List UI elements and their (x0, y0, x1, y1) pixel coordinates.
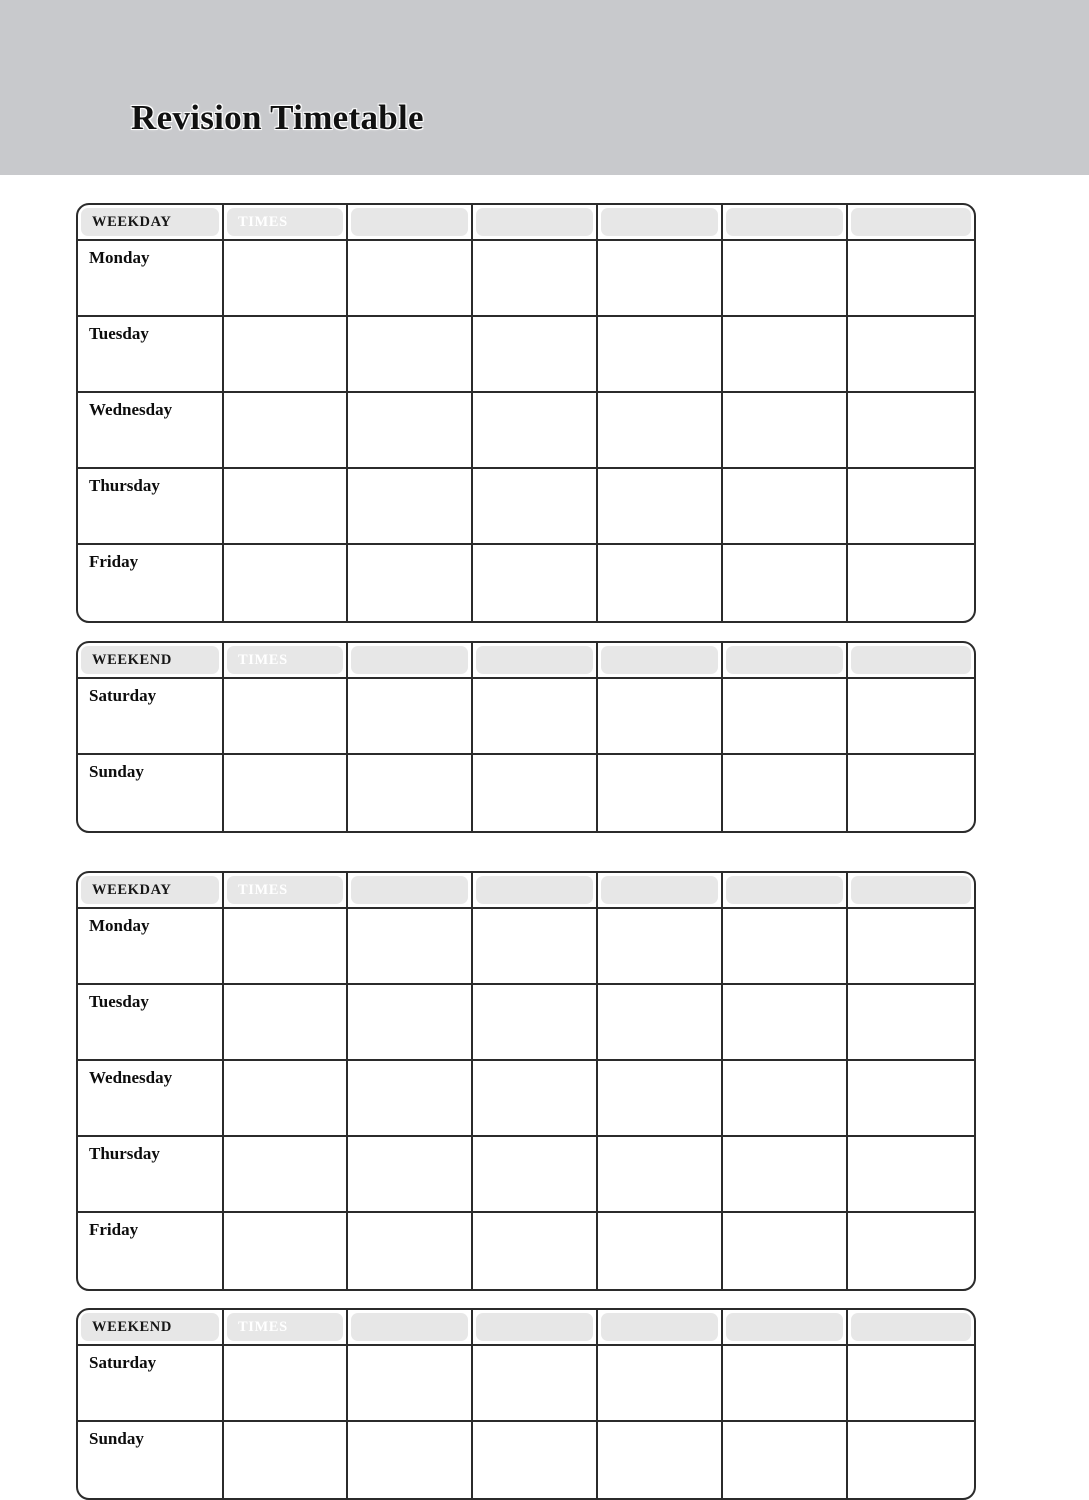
entry-text (348, 469, 471, 476)
entry-text (473, 909, 596, 916)
header-cell-slot-3[interactable] (598, 205, 723, 239)
entry-cell[interactable] (348, 1061, 473, 1135)
entry-text (224, 1422, 346, 1429)
entry-text (473, 1422, 596, 1429)
header-chip (351, 646, 468, 674)
day-label: Tuesday (89, 992, 149, 1011)
entry-text (224, 469, 346, 476)
entry-cell[interactable] (848, 909, 974, 983)
entry-cell[interactable] (723, 679, 848, 753)
entry-cell[interactable] (723, 1422, 848, 1498)
day-cell[interactable] (78, 679, 224, 753)
table-row (78, 317, 974, 393)
entry-text (348, 393, 471, 400)
table-row (78, 1061, 974, 1137)
entry-cell[interactable] (224, 317, 348, 391)
entry-text (598, 1422, 721, 1429)
entry-text (598, 755, 721, 762)
table-row (78, 1137, 974, 1213)
entry-text (224, 545, 346, 552)
entry-cell[interactable] (473, 755, 598, 831)
entry-cell[interactable] (224, 679, 348, 753)
entry-text (723, 1213, 846, 1220)
entry-text (473, 755, 596, 762)
entry-cell[interactable] (598, 1061, 723, 1135)
entry-text (723, 1346, 846, 1353)
day-label: Wednesday (89, 400, 173, 419)
timetable-weekday-2 (76, 871, 976, 1291)
table-row (78, 679, 974, 755)
entry-cell[interactable] (598, 679, 723, 753)
header-cell-slot-1[interactable] (348, 1310, 473, 1344)
day-cell[interactable] (78, 755, 224, 831)
header-chip (726, 208, 843, 236)
entry-text (848, 909, 974, 916)
entry-cell[interactable] (848, 985, 974, 1059)
entry-text (348, 1346, 471, 1353)
entry-text (348, 545, 471, 552)
header-chip (851, 1313, 971, 1341)
day-cell[interactable] (78, 241, 224, 315)
header-chip (81, 876, 219, 904)
header-cell-times[interactable] (224, 643, 348, 677)
header-chip (227, 646, 343, 674)
table-header-row (78, 1310, 974, 1346)
entry-cell[interactable] (473, 1346, 598, 1420)
entry-text (473, 1137, 596, 1144)
entry-cell[interactable] (224, 469, 348, 543)
header-cell-slot-2[interactable] (473, 643, 598, 677)
header-cell-category[interactable] (78, 205, 224, 239)
header-chip (851, 876, 971, 904)
entry-text (848, 1346, 974, 1353)
entry-text (723, 1061, 846, 1068)
entry-text (723, 755, 846, 762)
header-chip (227, 876, 343, 904)
header-label-times: TIMES (238, 213, 288, 230)
table-row (78, 469, 974, 545)
entry-cell[interactable] (848, 393, 974, 467)
header-label-times: TIMES (238, 1318, 288, 1335)
entry-text (598, 1346, 721, 1353)
header-label-category: WEEKEND (92, 1318, 172, 1335)
entry-text (848, 241, 974, 248)
header-chip (227, 208, 343, 236)
entry-cell[interactable] (473, 1213, 598, 1289)
entry-cell[interactable] (598, 1422, 723, 1498)
entry-cell[interactable] (723, 545, 848, 621)
entry-text (224, 755, 346, 762)
table-row (78, 1346, 974, 1422)
header-chip (476, 1313, 593, 1341)
entry-text (348, 317, 471, 324)
entry-text (224, 393, 346, 400)
entry-text (473, 1346, 596, 1353)
entry-cell[interactable] (348, 679, 473, 753)
entry-cell[interactable] (348, 393, 473, 467)
day-cell[interactable] (78, 1422, 224, 1498)
table-row (78, 909, 974, 985)
entry-cell[interactable] (473, 1137, 598, 1211)
entry-cell[interactable] (598, 545, 723, 621)
entry-cell[interactable] (473, 1061, 598, 1135)
entry-cell[interactable] (224, 545, 348, 621)
table-row (78, 393, 974, 469)
entry-text (348, 1137, 471, 1144)
entry-text (848, 1422, 974, 1429)
header-chip (476, 646, 593, 674)
header-cell-slot-3[interactable] (598, 643, 723, 677)
entry-text (473, 241, 596, 248)
header-chip (476, 876, 593, 904)
entry-text (723, 1422, 846, 1429)
entry-text (224, 985, 346, 992)
entry-cell[interactable] (348, 1137, 473, 1211)
header-cell-category[interactable] (78, 1310, 224, 1344)
header-chip (351, 208, 468, 236)
header-chip (851, 208, 971, 236)
header-label-category: WEEKDAY (92, 881, 172, 898)
entry-text (224, 909, 346, 916)
header-chip (351, 876, 468, 904)
entry-text (348, 1213, 471, 1220)
entry-text (348, 1422, 471, 1429)
header-chip (726, 646, 843, 674)
header-cell-category[interactable] (78, 873, 224, 907)
entry-cell[interactable] (224, 1137, 348, 1211)
day-label: Monday (89, 248, 150, 267)
header-cell-slot-1[interactable] (348, 643, 473, 677)
entry-cell[interactable] (848, 755, 974, 831)
header-cell-slot-3[interactable] (598, 873, 723, 907)
header-chip (81, 1313, 219, 1341)
entry-cell[interactable] (473, 985, 598, 1059)
entry-text (473, 985, 596, 992)
entry-cell[interactable] (348, 755, 473, 831)
entry-text (348, 1061, 471, 1068)
day-cell[interactable] (78, 317, 224, 391)
entry-cell[interactable] (473, 469, 598, 543)
entry-text (723, 909, 846, 916)
header-cell-times[interactable] (224, 1310, 348, 1344)
day-label: Saturday (89, 1353, 157, 1372)
entry-text (848, 985, 974, 992)
entry-text (473, 393, 596, 400)
header-chip (351, 1313, 468, 1341)
entry-text (723, 985, 846, 992)
day-label: Thursday (89, 476, 160, 495)
header-cell-slot-4[interactable] (723, 205, 848, 239)
day-label: Monday (89, 916, 150, 935)
table-header-row (78, 205, 974, 241)
entry-cell[interactable] (848, 1422, 974, 1498)
entry-cell[interactable] (224, 755, 348, 831)
header-chip (726, 876, 843, 904)
header-label-category: WEEKEND (92, 651, 172, 668)
entry-cell[interactable] (848, 469, 974, 543)
entry-cell[interactable] (473, 679, 598, 753)
entry-cell[interactable] (598, 241, 723, 315)
entry-cell[interactable] (473, 393, 598, 467)
entry-text (224, 317, 346, 324)
entry-text (598, 1061, 721, 1068)
day-cell[interactable] (78, 1137, 224, 1211)
day-cell[interactable] (78, 1213, 224, 1289)
entry-text (598, 545, 721, 552)
day-label: Friday (89, 1220, 139, 1239)
entry-text (723, 317, 846, 324)
day-cell[interactable] (78, 393, 224, 467)
day-cell[interactable] (78, 545, 224, 621)
day-label: Sunday (89, 762, 144, 781)
entry-cell[interactable] (348, 1422, 473, 1498)
entry-cell[interactable] (723, 317, 848, 391)
entry-text (473, 469, 596, 476)
entry-text (598, 393, 721, 400)
entry-text (473, 545, 596, 552)
entry-cell[interactable] (473, 1422, 598, 1498)
table-row (78, 545, 974, 621)
entry-text (598, 1137, 721, 1144)
entry-text (224, 1061, 346, 1068)
header-chip (476, 208, 593, 236)
table-row (78, 1213, 974, 1289)
header-cell-slot-4[interactable] (723, 1310, 848, 1344)
entry-cell[interactable] (224, 909, 348, 983)
entry-cell[interactable] (848, 1137, 974, 1211)
entry-cell[interactable] (848, 1213, 974, 1289)
table-row (78, 241, 974, 317)
entry-cell[interactable] (723, 909, 848, 983)
entry-cell[interactable] (348, 545, 473, 621)
entry-text (348, 985, 471, 992)
entry-text (473, 679, 596, 686)
header-cell-times[interactable] (224, 873, 348, 907)
entry-text (848, 755, 974, 762)
header-chip (227, 1313, 343, 1341)
day-label: Saturday (89, 686, 157, 705)
day-cell[interactable] (78, 1061, 224, 1135)
header-chip (601, 876, 718, 904)
header-cell-category[interactable] (78, 643, 224, 677)
header-chip (81, 208, 219, 236)
entry-text (723, 545, 846, 552)
entry-cell[interactable] (224, 241, 348, 315)
entry-text (723, 241, 846, 248)
entry-text (848, 317, 974, 324)
header-label-category: WEEKDAY (92, 213, 172, 230)
header-cell-slot-1[interactable] (348, 205, 473, 239)
entry-cell[interactable] (723, 985, 848, 1059)
entry-cell[interactable] (348, 469, 473, 543)
entry-text (598, 679, 721, 686)
entry-cell[interactable] (598, 393, 723, 467)
entry-cell[interactable] (348, 985, 473, 1059)
table-row (78, 985, 974, 1061)
day-label: Sunday (89, 1429, 144, 1448)
entry-cell[interactable] (598, 1137, 723, 1211)
timetable-weekend-1 (76, 641, 976, 833)
entry-text (224, 679, 346, 686)
header-cell-slot-3[interactable] (598, 1310, 723, 1344)
entry-cell[interactable] (723, 1061, 848, 1135)
entry-text (598, 241, 721, 248)
entry-cell[interactable] (224, 1422, 348, 1498)
table-header-row (78, 873, 974, 909)
header-chip (81, 646, 219, 674)
entry-cell[interactable] (723, 1213, 848, 1289)
entry-cell[interactable] (723, 1346, 848, 1420)
entry-text (598, 1213, 721, 1220)
entry-cell[interactable] (224, 985, 348, 1059)
header-cell-slot-5[interactable] (848, 205, 974, 239)
entry-cell[interactable] (348, 909, 473, 983)
day-label: Wednesday (89, 1068, 173, 1087)
entry-cell[interactable] (723, 241, 848, 315)
entry-cell[interactable] (473, 317, 598, 391)
entry-cell[interactable] (848, 679, 974, 753)
entry-text (224, 241, 346, 248)
entry-cell[interactable] (473, 241, 598, 315)
entry-cell[interactable] (598, 469, 723, 543)
entry-text (348, 755, 471, 762)
entry-cell[interactable] (723, 393, 848, 467)
header-label-times: TIMES (238, 651, 288, 668)
day-cell[interactable] (78, 1346, 224, 1420)
entry-text (224, 1137, 346, 1144)
entry-text (348, 241, 471, 248)
entry-text (598, 985, 721, 992)
entry-text (848, 679, 974, 686)
entry-text (723, 469, 846, 476)
entry-cell[interactable] (848, 1061, 974, 1135)
header-cell-slot-2[interactable] (473, 873, 598, 907)
header-cell-times[interactable] (224, 205, 348, 239)
day-label: Friday (89, 552, 139, 571)
header-cell-slot-5[interactable] (848, 1310, 974, 1344)
header-chip (726, 1313, 843, 1341)
entry-cell[interactable] (598, 1346, 723, 1420)
header-chip (851, 646, 971, 674)
header-label-times: TIMES (238, 881, 288, 898)
entry-text (348, 909, 471, 916)
entry-cell[interactable] (224, 1213, 348, 1289)
day-cell[interactable] (78, 985, 224, 1059)
day-label: Tuesday (89, 324, 149, 343)
timetable-weekend-2 (76, 1308, 976, 1500)
day-cell[interactable] (78, 469, 224, 543)
page-title: Revision Timetable (131, 98, 424, 137)
entry-cell[interactable] (348, 1346, 473, 1420)
entry-cell[interactable] (723, 755, 848, 831)
header-cell-slot-5[interactable] (848, 643, 974, 677)
entry-cell[interactable] (598, 909, 723, 983)
entry-cell[interactable] (848, 241, 974, 315)
entry-cell[interactable] (848, 317, 974, 391)
entry-cell[interactable] (848, 545, 974, 621)
entry-text (598, 469, 721, 476)
entry-cell[interactable] (598, 317, 723, 391)
header-cell-slot-4[interactable] (723, 873, 848, 907)
entry-text (348, 679, 471, 686)
entry-cell[interactable] (848, 1346, 974, 1420)
entry-cell[interactable] (348, 241, 473, 315)
entry-cell[interactable] (224, 393, 348, 467)
entry-cell[interactable] (473, 909, 598, 983)
entry-text (598, 317, 721, 324)
header-cell-slot-1[interactable] (348, 873, 473, 907)
entry-text (473, 317, 596, 324)
header-chip (601, 1313, 718, 1341)
day-label: Thursday (89, 1144, 160, 1163)
table-header-row (78, 643, 974, 679)
entry-cell[interactable] (598, 985, 723, 1059)
header-cell-slot-5[interactable] (848, 873, 974, 907)
entry-text (848, 1061, 974, 1068)
entry-text (598, 909, 721, 916)
entry-cell[interactable] (224, 1061, 348, 1135)
entry-text (848, 545, 974, 552)
entry-text (723, 393, 846, 400)
timetable-weekday-1 (76, 203, 976, 623)
entry-text (224, 1346, 346, 1353)
entry-cell[interactable] (348, 1213, 473, 1289)
header-chip (601, 208, 718, 236)
entry-cell[interactable] (723, 469, 848, 543)
entry-text (848, 1137, 974, 1144)
table-row (78, 755, 974, 831)
entry-text (723, 679, 846, 686)
table-row (78, 1422, 974, 1498)
entry-cell[interactable] (723, 1137, 848, 1211)
entry-text (848, 469, 974, 476)
entry-cell[interactable] (348, 317, 473, 391)
entry-text (473, 1061, 596, 1068)
header-cell-slot-2[interactable] (473, 1310, 598, 1344)
header-cell-slot-4[interactable] (723, 643, 848, 677)
entry-text (723, 1137, 846, 1144)
entry-text (224, 1213, 346, 1220)
day-cell[interactable] (78, 909, 224, 983)
header-cell-slot-2[interactable] (473, 205, 598, 239)
entry-cell[interactable] (224, 1346, 348, 1420)
entry-cell[interactable] (598, 1213, 723, 1289)
header-chip (601, 646, 718, 674)
entry-cell[interactable] (598, 755, 723, 831)
entry-text (848, 1213, 974, 1220)
entry-cell[interactable] (473, 545, 598, 621)
entry-text (848, 393, 974, 400)
entry-text (473, 1213, 596, 1220)
